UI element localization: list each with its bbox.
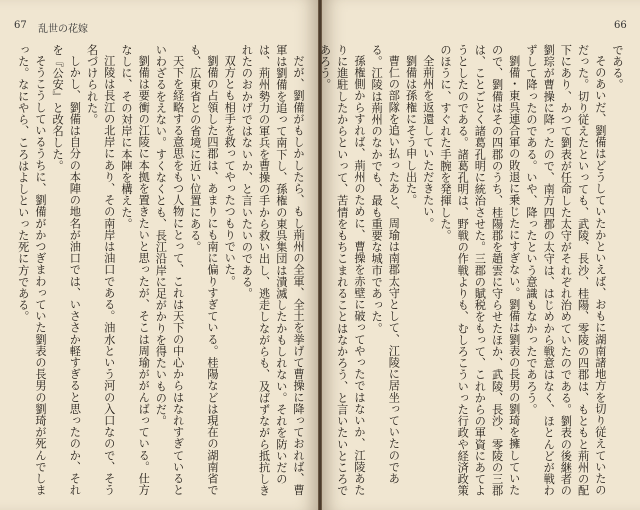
paragraph: 劉備は要衝の江陵に本拠を置きたいと思ったが、そこは周瑜ががんばっている。仕方なしに、その対岸に本陣を構えた。 [119,44,151,496]
paragraph: 孫権側からすれば、荊州のために、曹操を赤壁に破ってやったではないか、江陵あたりに進駐したからといって、苦情をもちこまれることはなかろう、と言いたいところであろう。 [318,44,366,497]
paragraph: 全荊州を返還していただきたい。 [421,55,435,230]
paragraph: 天下を経略する意思をもつ人物にとって、これは天下の中心からはなれすぎているといわざるをえない。すくなくとも、長江沿岸に足がかりを得たいものだ。 [154,44,185,496]
paragraph: 劉備は孫権にそう申し出た。 [404,55,418,206]
left-page [0,0,318,510]
left-page-number: 67 [14,20,27,31]
paragraph: 江陵は長江の北岸にあり、その南岸は油口である。油水という河の入口なので、そう名づけられた。 [85,44,116,496]
right-page-number: 66 [614,20,627,31]
paragraph: 曹仁の部隊を追い払ったあと、周瑜は南郡太守として、江陵に居坐っていたのである。江陵は荊州のなかでも、最も重要な城市であった。 [370,44,401,485]
paragraph: である。 [611,44,624,91]
right-page [318,0,640,510]
paragraph: 双方とも相手を救ってやったつもりでいた。 [223,55,237,288]
left-page-body [12,44,307,502]
running-head: 乱世の花嫁 [38,24,88,35]
paragraph: そのあいだ、劉備はどうしていたかといえば、おもに湖南諸地方を切り従えていたのだった。切り従えたといっても、武陵、長沙、桂陽、零陵の四郡は、もともと荊州の配下にあり、かつて劉表が任命した太守がそれぞれ治めていたのである。劉表の後継者の劉琮が曹操に降ったので、南方四郡の太守は、はじめから戦意はなく、ほとんどが戦わずして降ったのである。いや、降ったという意識もなかったであろう。 [524,44,607,497]
paragraph: 劉備・東呉連合軍の敗退に乗じたにすぎない。劉備は劉表の長男の劉琦を擁していたので、劉備はその四郡のうち、桂陽郡を趙雲に守らせたほか、武陵、長沙、零陵の三郡は、ことごとく諸葛孔明に統治させた。三郡の賦税をもって、これからの軍資にあてようとしたのである。諸葛孔明は、野戦の作戦よりも、むしろこういった行政や経済政策のほうに、すぐれた手腕を発揮した。 [438,44,521,497]
right-page-body [318,44,626,502]
paragraph: 劉備の占領した四郡は、あまりにも南に偏りすぎている。桂陽などは現在の湖南省でも、広東省との省境に近い位置にある。 [188,44,219,496]
paragraph: そうこうしているうちに、劉備がかつぎまわっていた劉表の長男の劉琦が死んでしまった。なにやら、ころはよしといった死に方である。 [16,44,47,496]
paragraph: しかし、劉備は自分の本陣の地名が油口では、いささか軽すぎると思ったのか、それを『公安』と改名した。 [51,44,82,496]
paragraph: だが、劉備がもしかしたら、もし荊州の全軍、全土を挙げて曹操に降っておれば、曹軍は劉備を追って南下し、孫権の東呉集団は潰滅したかもしれない。それを防いだのは、荊州勢力の軍兵を曹操の手から救い出し、逃走しながらも、及ばずながら抵抗しきれたのおかげではないか、と言いたいのである。 [240,44,305,497]
